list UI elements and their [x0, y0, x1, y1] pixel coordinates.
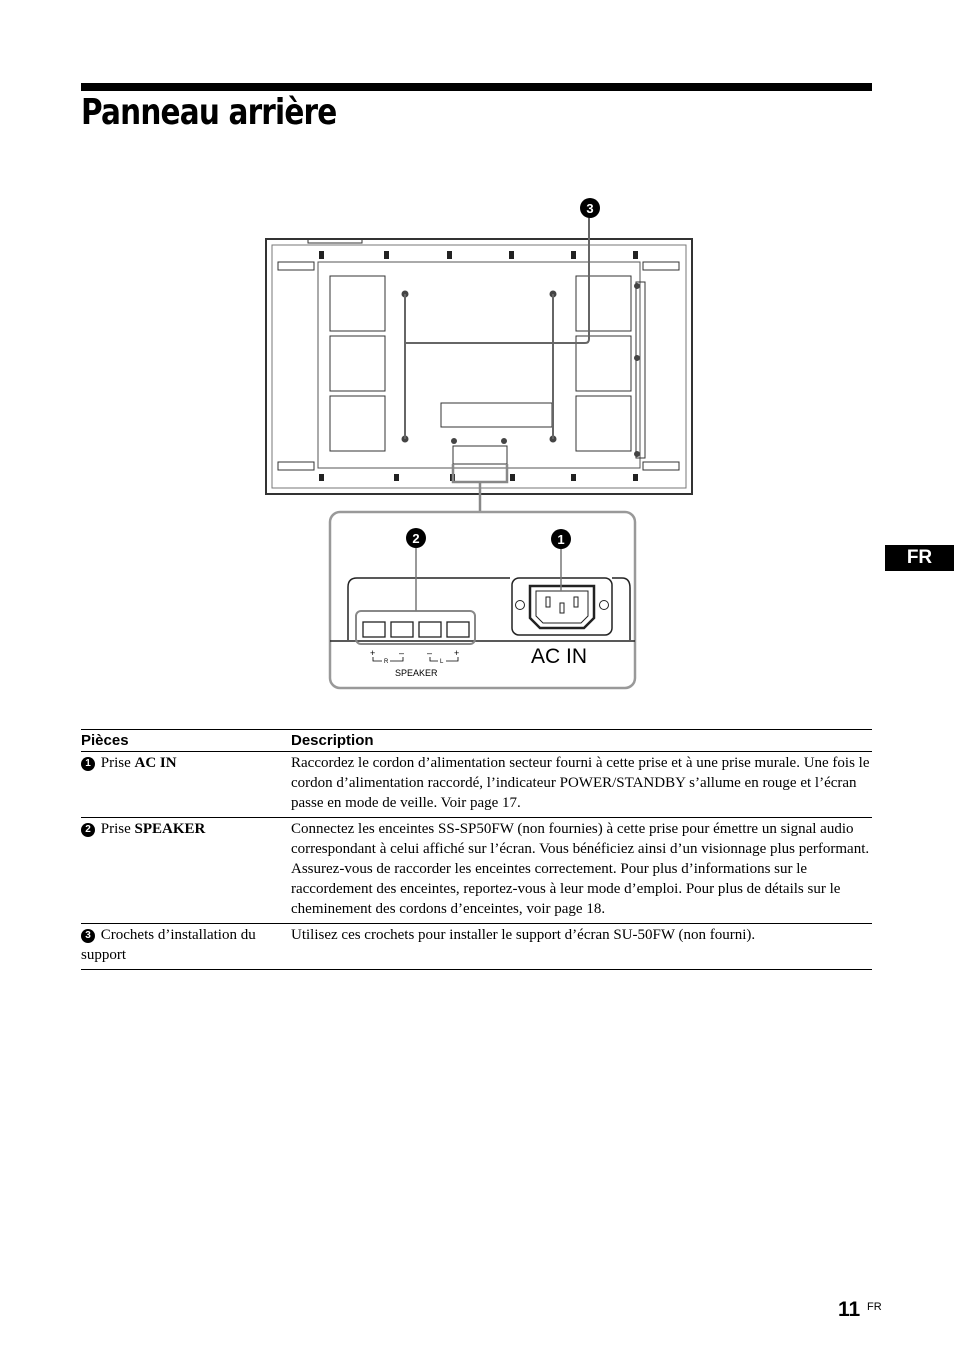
number-badge: 3: [81, 929, 95, 943]
speaker-label: SPEAKER: [395, 668, 438, 678]
svg-text:+: +: [370, 648, 376, 658]
callout-2-badge: [406, 528, 426, 548]
callout-1-badge: [551, 529, 571, 549]
number-badge: 2: [81, 823, 95, 837]
language-tab: FR: [885, 545, 954, 571]
description-cell: Raccordez le cordon d’alimentation secteur fourni à cette prise et à une prise murale. Une fois le cordon d’alimentation raccordé, l’indicateur POWER/STANDBY s’allume en rouge et l’écran passe en mode de veille. Voir page 17.: [291, 752, 872, 818]
header-parts: Pièces: [81, 730, 291, 752]
callout-3-badge: [580, 198, 600, 218]
svg-text:R: R: [384, 659, 389, 665]
svg-text:+: +: [454, 648, 460, 658]
page-language-code: FR: [867, 1301, 882, 1313]
svg-text:3: 3: [586, 201, 594, 216]
description-cell: Utilisez ces crochets pour installer le support d’écran SU-50FW (non fourni).: [291, 924, 872, 970]
description-cell: Connectez les enceintes SS-SP50FW (non fournies) à cette prise pour émettre un signal audio correspondant à celui affiché sur l’écran. Vous bénéficiez ainsi d’un visionnage plus performant. Assurez-vous de raccorder les enceintes correctement. Pour plus d’informations sur le raccordement des enceintes, reportez-vous à leur mode d’emploi. Pour plus de détails sur le cheminement des cordons d’enceintes, voir page 18.: [291, 818, 872, 924]
svg-text:2: 2: [412, 531, 420, 546]
ac-in-label: AC IN: [531, 645, 588, 668]
part-cell: 2 Prise SPEAKER: [81, 818, 291, 924]
page-title: Panneau arrière: [81, 92, 337, 133]
svg-text:1: 1: [557, 532, 565, 547]
number-badge: 1: [81, 757, 95, 771]
svg-text:–: –: [427, 648, 433, 658]
table-row: [81, 924, 872, 970]
table-row: [81, 818, 872, 924]
page-number: 11: [838, 1298, 861, 1321]
parts-table: [81, 729, 872, 970]
part-cell: 3 Crochets d’installation du support: [81, 924, 291, 970]
svg-text:–: –: [399, 648, 405, 658]
header-description: Description: [291, 730, 872, 752]
table-row: [81, 752, 872, 818]
part-cell: 1 Prise AC IN: [81, 752, 291, 818]
svg-text:L: L: [440, 659, 444, 665]
